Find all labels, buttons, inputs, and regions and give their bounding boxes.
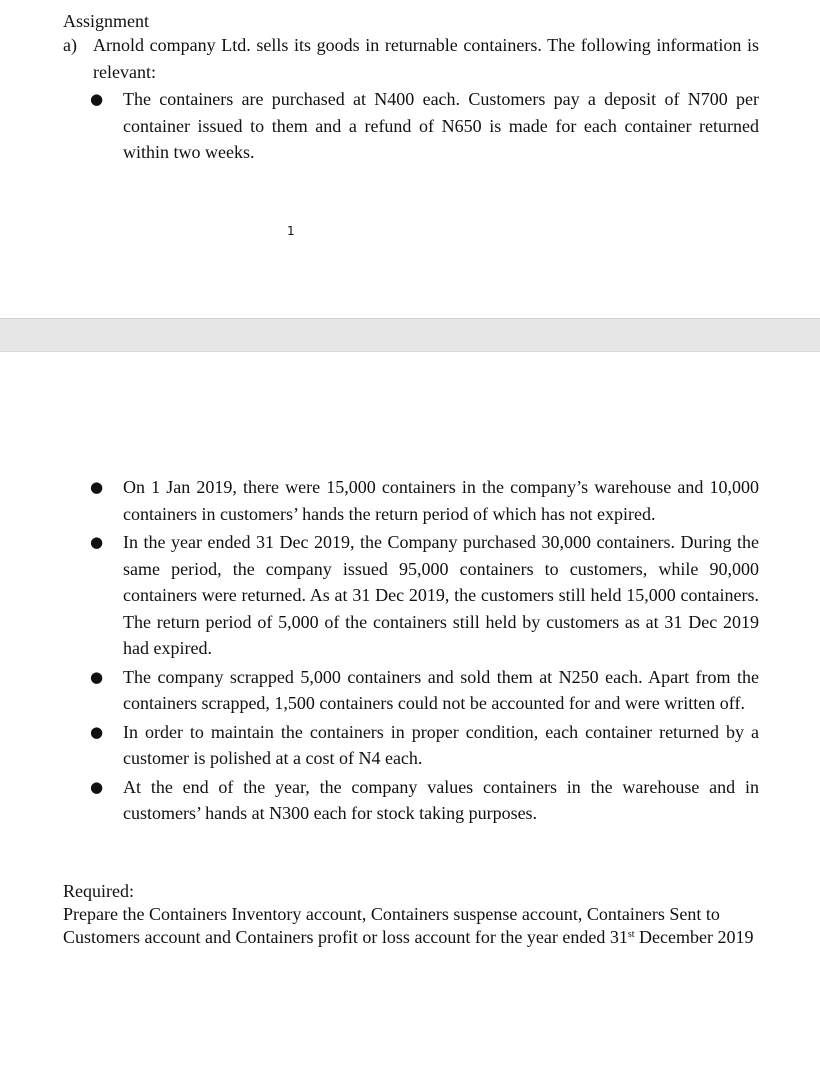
required-date-suffix: st bbox=[627, 929, 635, 940]
required-instruction: Prepare the Containers Inventory account, Containers suspense account, Containers Sent to Customers account and Containers profit or loss account for the year ended bbox=[63, 904, 720, 947]
bullet-icon: ● bbox=[90, 533, 104, 551]
page-separator bbox=[0, 318, 820, 352]
bullet-text: In order to maintain the containers in proper condition, each container returned by a customer is polished at a cost of N4 each. bbox=[123, 721, 759, 768]
list-item bbox=[90, 474, 759, 527]
question-a-marker: a) bbox=[63, 35, 77, 55]
list-item bbox=[90, 664, 759, 717]
required-label: Required: bbox=[63, 881, 134, 901]
bullet-text: In the year ended 31 Dec 2019, the Company purchased 30,000 containers. During the same period, the company issued 95,000 containers to customers, while 90,000 containers were returned. As at 31 Dec 2019, the customers still held 15,000 containers. The return period of 5,000 of the containers still held by customers as at 31 Dec 2019 had expired. bbox=[123, 532, 759, 658]
bullet-text: At the end of the year, the company values containers in the warehouse and in customers’ hands at N300 each for stock taking purposes. bbox=[123, 776, 759, 823]
list-item bbox=[90, 774, 759, 827]
bullet-text: The company scrapped 5,000 containers and sold them at N250 each. Apart from the containers scrapped, 1,500 containers could not be accounted for and were written off. bbox=[123, 666, 759, 713]
bullet-list-page-2 bbox=[90, 474, 759, 829]
page-number: 1 bbox=[287, 224, 295, 238]
assignment-heading: Assignment bbox=[63, 11, 150, 31]
bullet-text: The containers are purchased at N400 each. Customers pay a deposit of N700 per container issued to them and a refund of N650 is made for each container returned within two weeks. bbox=[123, 89, 759, 162]
bullet-icon: ● bbox=[90, 722, 104, 741]
question-a bbox=[63, 32, 759, 86]
list-item bbox=[90, 719, 759, 772]
bullet-icon: ● bbox=[90, 90, 104, 108]
bullet-icon: ● bbox=[90, 667, 104, 686]
question-a-intro: Arnold company Ltd. sells its goods in returnable containers. The following information is relevant: bbox=[93, 35, 759, 82]
bullet-list-page-1 bbox=[90, 86, 759, 168]
document-page-1 bbox=[0, 0, 820, 318]
required-date-rest: December 2019 bbox=[634, 927, 754, 947]
bullet-icon: ● bbox=[90, 777, 104, 796]
required-date-day: 31 bbox=[609, 927, 628, 947]
bullet-text: On 1 Jan 2019, there were 15,000 containers in the company’s warehouse and 10,000 containers in customers’ hands the return period of which has not expired. bbox=[123, 477, 759, 524]
bullet-icon: ● bbox=[90, 478, 104, 496]
required-section bbox=[63, 880, 763, 949]
list-item bbox=[90, 86, 759, 166]
list-item bbox=[90, 529, 759, 662]
required-text bbox=[63, 903, 763, 949]
